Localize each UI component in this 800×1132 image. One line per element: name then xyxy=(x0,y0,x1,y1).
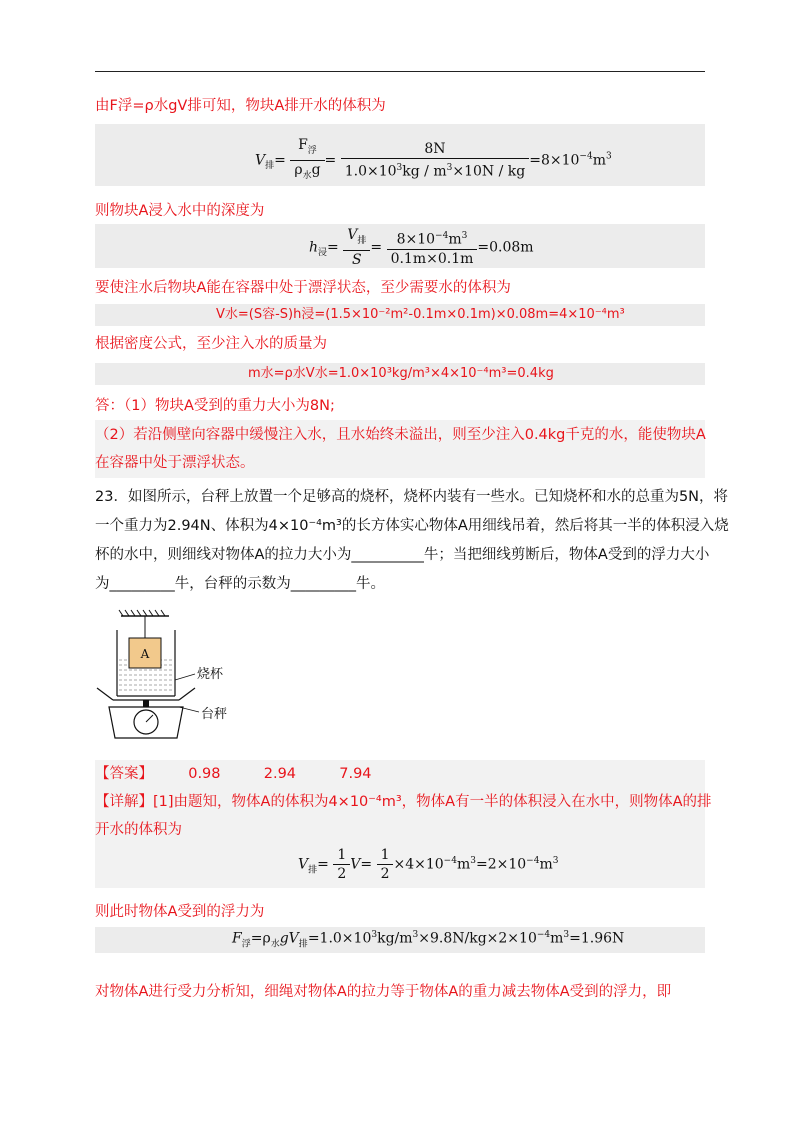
question-23-line-2: 一个重力为2.94N、体积为4×10⁻⁴m³的长方体实心物体A用细线吊着，然后将其一半的体积浸入烧 xyxy=(95,518,729,534)
block-label: A xyxy=(140,647,150,661)
equation-4: m水=ρ水V水=1.0×10³kg/m³×4×10⁻⁴m³=0.4kg xyxy=(248,366,554,381)
question-23-line-1: 23．如图所示，台秤上放置一个足够高的烧杯，烧杯内装有一些水。已知烧杯和水的总重为5N，将 xyxy=(95,489,729,505)
answer-value-1: 0.98 xyxy=(188,766,221,782)
equation-1: $V_排=$ $\frac{F_浮}{\rho_水g}$ = $\frac{8N}{1.0\times 10^3kg / m^3\times 10N / kg}$ $=8\times 10^{-4}m^3$ xyxy=(255,137,612,181)
equation-box-3 xyxy=(95,304,705,326)
equation-3: V水=(S容-S)h浸=(1.5×10⁻²m²-0.1m×0.1m)×0.08m=4×10⁻⁴m³ xyxy=(216,307,625,322)
equation-box-1 xyxy=(95,124,705,186)
solution-box xyxy=(95,760,712,888)
equation-5: $V_排=$ $\frac{1}{2}$ V= $\frac{1}{2}$ $\times 4\times 10^{-4}m^3=2\times 10^{-4}m^3$ xyxy=(298,847,559,882)
question-23-line-3: 杯的水中，则细线对物体A的拉力大小为__________牛；当把细线剪断后，物体A受到的浮力大小 xyxy=(95,547,710,563)
text-line-2: 则物块A浸入水中的深度为 xyxy=(95,203,265,219)
equation-box-6 xyxy=(95,927,705,953)
scale-label: 台秤 xyxy=(201,707,228,722)
text-line-5: 答：（1）物块A受到的重力大小为8N; xyxy=(95,398,335,414)
equation-6: $F_浮=\rho_水gV_排=1.0\times 10^3kg/m^3\times 9.8N/kg\times 2\times 10^{-4}m^3=1.96N$ xyxy=(232,930,625,950)
text-line-6: （2）若沿侧壁向容器中缓慢注入水，且水始终未溢出，则至少注入0.4kg千克的水，能使物块A xyxy=(95,427,706,443)
detail-line-2: 开水的体积为 xyxy=(95,822,182,838)
question-23-line-4: 为_________牛，台秤的示数为_________牛。 xyxy=(95,576,385,592)
text-line-3: 要使注水后物块A能在容器中处于漂浮状态，至少需要水的体积为 xyxy=(95,280,511,296)
equation-2: $h_浸=$ $\frac{V_排}{S}$ = $\frac{8\times 10^{-4}m^3}{0.1m\times 0.1m}$ =0.08m xyxy=(309,227,534,268)
text-line-1: 由F浮=ρ水gV排可知，物块A排开水的体积为 xyxy=(95,98,386,114)
scale-beaker-diagram xyxy=(95,608,275,748)
detail-line-1: 【详解】[1]由题知，物体A的体积为4×10⁻⁴m³，物体A有一半的体积浸入在水中，则物体A的排 xyxy=(95,794,712,810)
equation-box-4 xyxy=(95,363,705,385)
text-line-4: 根据密度公式，至少注入水的质量为 xyxy=(95,336,327,352)
text-line-8: 则此时物体A受到的浮力为 xyxy=(95,904,265,920)
text-line-9: 对物体A进行受力分析知，细绳对物体A的拉力等于物体A的重力减去物体A受到的浮力，即 xyxy=(95,984,672,1000)
answer-box xyxy=(95,420,705,478)
answer-label: 【答案】 xyxy=(95,766,153,782)
beaker-label: 烧杯 xyxy=(197,667,224,682)
answer-line xyxy=(95,764,372,784)
text-line-7: 在容器中处于漂浮状态。 xyxy=(95,455,255,471)
header-rule xyxy=(95,71,705,72)
answer-value-2: 2.94 xyxy=(263,766,297,782)
equation-box-2 xyxy=(95,224,705,268)
answer-value-3: 7.94 xyxy=(339,766,372,782)
